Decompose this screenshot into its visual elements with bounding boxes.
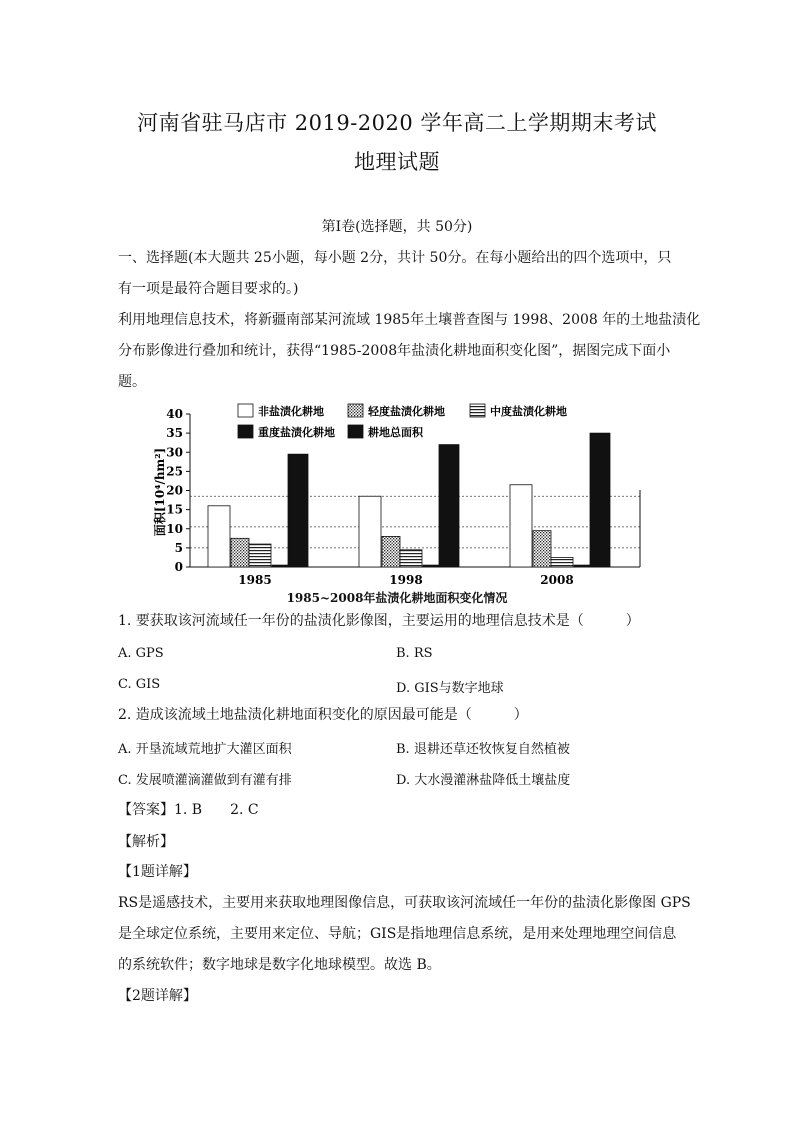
legend-label: 非盐渍化耕地 xyxy=(258,405,324,418)
y-tick-label: 35 xyxy=(166,426,183,441)
legend-label: 耕地总面积 xyxy=(368,426,423,439)
legend-swatch xyxy=(348,425,363,438)
x-tick-label: 1998 xyxy=(389,573,423,587)
bar-3-1985 xyxy=(249,544,271,567)
bar-3-1998 xyxy=(400,550,422,567)
y-axis-label: 面积[10⁴/hm²] xyxy=(153,447,167,537)
bar-5-2008 xyxy=(590,433,610,567)
y-tick-label: 30 xyxy=(166,445,183,460)
q2-option-a: A. 开垦流域荒地扩大灌区面积 xyxy=(118,742,292,757)
detail-1-label: 【1题详解】 xyxy=(118,864,197,880)
bar-2-1998 xyxy=(382,536,400,567)
q2-option-b: B. 退耕还草还牧恢复自然植被 xyxy=(396,742,570,757)
bar-1-1985 xyxy=(208,506,230,567)
stem-line-2: 分布影像进行叠加和统计，获得“1985-2008年盐渍化耕地面积变化图”，据图完成下面小 xyxy=(118,343,671,359)
instruction-line-2: 有一项是最符合题目要求的。) xyxy=(118,281,299,297)
question-2-stem: 2. 造成该流域土地盐渍化耕地面积变化的原因最可能是（ ） xyxy=(118,707,528,723)
bar-1-2008 xyxy=(510,485,532,567)
chart-caption: 1985~2008年盐渍化耕地面积变化情况 xyxy=(286,591,508,605)
legend-swatch xyxy=(238,404,253,417)
instruction-line-1: 一、选择题(本大题共 25小题，每小题 2分，共计 50分。在每小题给出的四个选项中，只 xyxy=(118,250,672,266)
y-tick-label: 15 xyxy=(166,502,183,517)
answer-line: 【答案】1. B 2. C xyxy=(118,802,259,818)
analysis-label: 【解析】 xyxy=(118,834,174,850)
bar-2-2008 xyxy=(533,531,551,567)
section-heading: 第Ⅰ卷(选择题，共 50分) xyxy=(321,219,473,235)
bar-chart xyxy=(150,400,660,595)
bar-2-1985 xyxy=(231,538,249,567)
legend-label: 中度盐渍化耕地 xyxy=(490,405,567,418)
legend-swatch xyxy=(470,404,485,417)
q1-option-c: C. GIS xyxy=(118,677,161,692)
bar-5-1998 xyxy=(439,445,459,567)
bar-3-2008 xyxy=(551,557,573,567)
stem-line-1: 利用地理信息技术，将新疆南部某河流域 1985年土壤普查图与 1998、2008 年的土地盐渍化 xyxy=(118,312,701,328)
question-1-stem: 1. 要获取该河流域任一年份的盐渍化影像图，主要运用的地理信息技术是（ ） xyxy=(118,613,640,629)
x-tick-label: 2008 xyxy=(540,573,574,587)
legend-swatch xyxy=(348,404,363,417)
legend-label: 轻度盐渍化耕地 xyxy=(368,405,445,418)
y-tick-label: 25 xyxy=(166,464,183,479)
detail-1-line-2: 是全球定位系统，主要用来定位、导航；GIS是指地理信息系统，是用来处理地理空间信息 xyxy=(118,926,677,942)
q1-option-b: B. RS xyxy=(396,646,433,661)
x-tick-label: 1985 xyxy=(238,573,272,587)
q1-option-d: D. GIS与数字地球 xyxy=(396,681,504,696)
detail-1-line-1: RS是遥感技术，主要用来获取地理图像信息，可获取该河流域任一年份的盐渍化影像图 GPS xyxy=(118,895,691,911)
detail-2-label: 【2题详解】 xyxy=(118,988,197,1004)
legend-label: 重度盐渍化耕地 xyxy=(258,426,335,439)
y-tick-label: 5 xyxy=(174,540,183,555)
q1-option-a: A. GPS xyxy=(118,646,164,661)
legend-swatch xyxy=(238,425,253,438)
document-subtitle: 地理试题 xyxy=(354,150,440,174)
document-title: 河南省驻马店市 2019-2020 学年高二上学期期末考试 xyxy=(137,111,657,135)
y-tick-label: 40 xyxy=(166,407,183,421)
q2-option-d: D. 大水漫灌淋盐降低土壤盐度 xyxy=(396,773,571,788)
q2-option-c: C. 发展喷灌滴灌做到有灌有排 xyxy=(118,773,292,788)
detail-1-line-3: 的系统软件；数字地球是数字化地球模型。故选 B。 xyxy=(118,957,441,973)
bar-1-1998 xyxy=(359,496,381,567)
y-tick-label: 0 xyxy=(174,560,183,574)
stem-line-3: 题。 xyxy=(118,374,146,390)
y-tick-label: 10 xyxy=(166,521,183,536)
y-tick-label: 20 xyxy=(166,483,183,498)
bar-5-1985 xyxy=(288,454,308,567)
